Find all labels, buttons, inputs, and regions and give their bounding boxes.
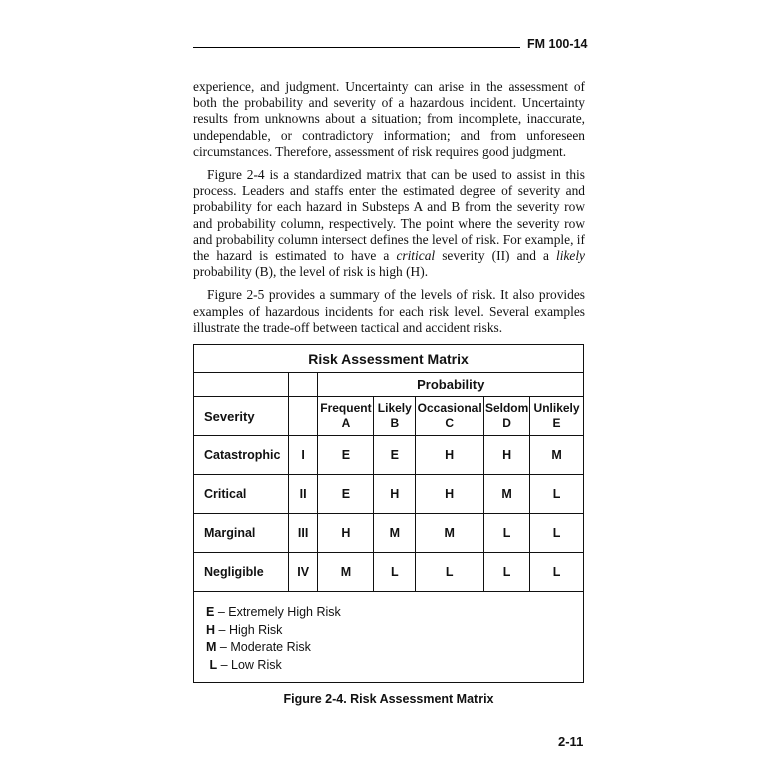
risk-cell: E — [374, 436, 416, 475]
severity-code: I — [288, 436, 318, 475]
blank-cell — [288, 373, 318, 397]
table-row — [194, 475, 584, 514]
paragraph-2: Figure 2-4 is a standardized matrix that can be used to assist in this process. Leaders and staffs enter the estimated degree of severity and probability for each hazard in Substeps A and B from the severity row and probability column, respectively. The point where the severity row and probability column intersect defines the level of risk. For example, if the hazard is estimated to have a critical severity (II) and a likely probability (B), the level of risk is high (H). — [193, 167, 585, 280]
risk-legend — [194, 592, 584, 683]
severity-name: Critical — [194, 475, 289, 514]
document-id: FM 100-14 — [527, 37, 588, 51]
risk-cell: H — [416, 475, 484, 514]
blank-cell — [288, 397, 318, 436]
column-header: Likely B — [374, 397, 416, 436]
risk-cell: H — [484, 436, 530, 475]
body-text — [193, 79, 585, 343]
risk-cell: L — [530, 553, 584, 592]
table-row — [194, 553, 584, 592]
risk-cell: E — [318, 475, 374, 514]
legend-item: L – Low Risk — [209, 657, 282, 672]
risk-cell: L — [530, 475, 584, 514]
risk-assessment-matrix — [193, 344, 584, 683]
risk-cell: L — [530, 514, 584, 553]
legend-item: M – Moderate Risk — [206, 640, 311, 654]
column-header: Occasional C — [416, 397, 484, 436]
matrix-title: Risk Assessment Matrix — [194, 345, 584, 373]
severity-code: III — [288, 514, 318, 553]
figure-caption: Figure 2-4. Risk Assessment Matrix — [283, 692, 494, 706]
risk-cell: L — [484, 553, 530, 592]
page-number: 2-11 — [558, 734, 584, 749]
severity-code: IV — [288, 553, 318, 592]
table-row — [194, 436, 584, 475]
risk-cell: H — [318, 514, 374, 553]
risk-cell: M — [484, 475, 530, 514]
risk-cell: E — [318, 436, 374, 475]
severity-header: Severity — [194, 397, 289, 436]
header-rule — [193, 47, 520, 48]
blank-cell — [194, 373, 289, 397]
severity-name: Negligible — [194, 553, 289, 592]
column-header: Unlikely E — [530, 397, 584, 436]
severity-name: Catastrophic — [194, 436, 289, 475]
risk-cell: L — [374, 553, 416, 592]
legend-item: H – High Risk — [206, 622, 283, 637]
risk-cell: L — [416, 553, 484, 592]
severity-name: Marginal — [194, 514, 289, 553]
likely-emphasis: likely — [556, 248, 585, 264]
risk-cell: L — [484, 514, 530, 553]
risk-cell: H — [416, 436, 484, 475]
paragraph-3: Figure 2-5 provides a summary of the levels of risk. It also provides examples of hazardous incidents for each risk level. Several examples illustrate the trade-off between tactical and accident risks. — [193, 287, 585, 335]
critical-emphasis: critical — [396, 248, 436, 264]
legend-item: E – Extremely High Risk — [206, 605, 341, 619]
column-header: Seldom D — [484, 397, 530, 436]
risk-cell: M — [318, 553, 374, 592]
probability-header: Probability — [318, 373, 584, 397]
paragraph-1: experience, and judgment. Uncertainty can arise in the assessment of both the probability and severity of a hazardous incident. Uncertainty results from unknowns about a situation; from incomplete, inaccurate, undependable, or contradictory information; and from unforeseen circumstances. Therefore, assessment of risk requires good judgment. — [193, 79, 585, 159]
risk-cell: M — [416, 514, 484, 553]
risk-cell: M — [374, 514, 416, 553]
severity-code: II — [288, 475, 318, 514]
risk-cell: H — [374, 475, 416, 514]
table-row — [194, 514, 584, 553]
risk-cell: M — [530, 436, 584, 475]
column-header: Frequent A — [318, 397, 374, 436]
